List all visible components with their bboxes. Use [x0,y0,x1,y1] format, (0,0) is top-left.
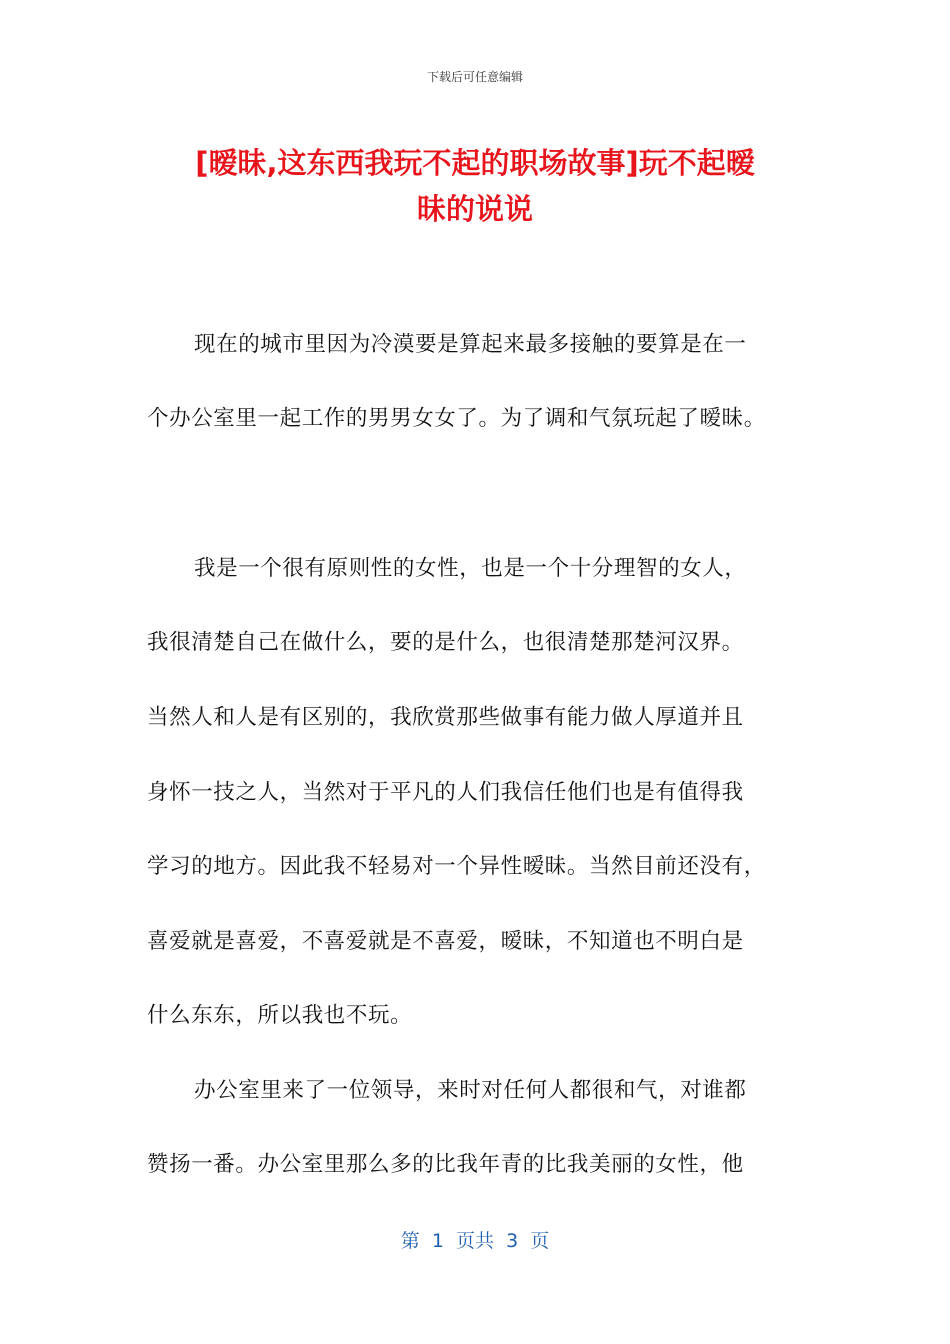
body-line: 学习的地方。因此我不轻易对一个异性暧昧。当然目前还没有， [147,854,766,879]
title-line: [暧昧,这东西我玩不起的职场故事]玩不起暧 [195,146,755,180]
body-line: 喜爱就是喜爱，不喜爱就是不喜爱，暧昧，不知道也不明白是 [147,929,744,954]
body-line: 我是一个很有原则性的女性，也是一个十分理智的女人， [194,556,747,581]
header-note: 下载后可任意编辑 [426,70,523,84]
body-line: 办公室里来了一位领导，来时对任何人都很和气，对谁都 [194,1078,747,1103]
body-line: 赞扬一番。办公室里那么多的比我年青的比我美丽的女性，他 [147,1152,744,1177]
title-line: 昧的说说 [416,192,533,226]
body-line: 身怀一技之人，当然对于平凡的人们我信任他们也是有值得我 [147,780,744,805]
document-title [140,140,810,232]
body-line: 我很清楚自己在做什么，要的是什么，也很清楚那楚河汉界。 [147,630,744,655]
body-line: 现在的城市里因为冷漠要是算起来最多接触的要算是在一 [194,332,747,357]
body-line: 什么东东，所以我也不玩。 [147,1003,413,1028]
body-line: 个办公室里一起工作的男男女女了。为了调和气氛玩起了暧昧。 [147,406,766,431]
body-line: 当然人和人是有区别的，我欣赏那些做事有能力做人厚道并且 [147,705,744,730]
page-number: 第 1 页共 3 页 [400,1230,550,1252]
